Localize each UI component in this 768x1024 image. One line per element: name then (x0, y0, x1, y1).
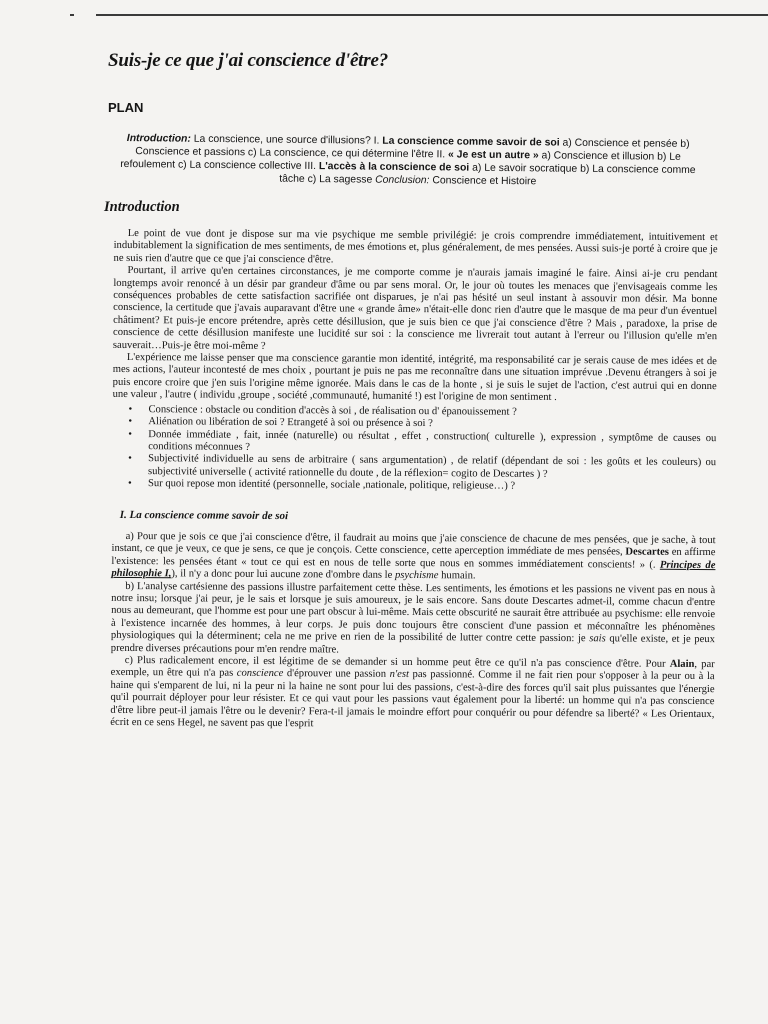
plan-label: PLAN (108, 100, 144, 115)
document-body (110, 228, 717, 734)
section-1-heading: I. La conscience comme savoir de soi (119, 508, 289, 522)
plan-part2-title: « Je est un autre » (447, 149, 539, 162)
plan-part1-text: a) Conscience et pensée b) Conscience et passions c) La conscience, ce qui détermine l'être II. (135, 137, 690, 161)
plan-part2-text: a) Conscience et illusion b) Le refoulement c) La conscience collective III. (120, 150, 681, 173)
list-item: • Aliénation ou libération de soi ? Etrangeté à soi ou présence à soi ? (138, 416, 716, 432)
question-list (138, 404, 717, 495)
intro-paragraph-2: Pourtant, il arrive qu'en certaines circonstances, je me comporte comme je n'aurais jamais imaginé le faire. Ainsi ai-je cru pendant longtemps avoir renoncé à un désir par grandeur d'âme ou par sens moral. Or, le jour où toutes les menaces que j'envisageais comme les conséquences probables de cette satisfaction sacrifiée ont disparues, je n'ai pas hésité un seul instant à assouvir mon désir. Ma bonne conscience, la certitude que j'avais auparavant d'être une « grande âme» n'était-elle donc rien d'autre que le masque de ma peur d'un éventuel châtiment? Et puis-je encore prétendre, après cette désillusion, que je suis bien ce que j'ai conscience d'être ? Mais , paradoxe, la prise de conscience de cette désillusion manifeste une lucidité sur soi : la conscience me livrerait tout autant à l'erreur ou l'illusion qu'elle m'en sauverait…Puis-je être moi-même ? (112, 265, 718, 352)
section1-paragraph-b (111, 580, 716, 659)
plan-conclusion-text: Conscience et Histoire (429, 175, 537, 188)
intro-paragraph-3: L'expérience me laisse penser que ma conscience garantie mon identité, intégrité, ma responsabilité car je serais cause de mes idées et de mes actions, l'auteur incontesté de mes choix , pourtant je puis ne pas me reconnaître dans une situation imprévue .Devenu étrangers à soi je puis encore croire que j'en suis l'origine même ignorée. Mais dans le cas de la honte , si je suis le sujet de l'action, c'est autrui qui en donne une valeur , l'autre ( individu ,groupe , société ,communauté, humanité !) est l'origine de mon sentiment . (112, 352, 717, 404)
section1-c-mid2: d'éprouver une passion (283, 668, 390, 681)
section1-b-text: b) L'analyse cartésienne des passions illustre parfaitement cette thèse. Les sentiments, les émotions et les passions ne vivent pas en nous à notre insu; lorsque j'ai peur, je le sais et lorsque je suis amoureux, je le sais encore. Sans doute Descartes admet-il, comme chacun d'entre nous au demeurant, que l'homme est pour une part obscur à lui-même. Mais cette obscurité ne saurait être attribuée au psychisme: elle renvoie à l'existence incarnée des hommes, à leur corps. Je puis donc toujours être conscient d'une passion et méconnaître les phénomènes physiologiques qui la déterminent; cela ne me prive en rien de la possibilité de lutter contre cette passion: je (110, 580, 716, 645)
section1-c-nest: n'est (389, 669, 410, 681)
section1-c-mid: , par exemple, un être qui n'a pas (110, 658, 715, 680)
section1-c-text: c) Plus radicalement encore, il est légitime de se demander si un homme peut être ce qu'il n'a pas conscience d'être. Pour (124, 654, 670, 670)
section1-a-post: ), il n'y a donc pour lui aucune zone d'ombre dans le (171, 568, 396, 582)
list-item: • Sur quoi repose mon identité (personnelle, sociale ,nationale, politique, religieuse…) ? (138, 478, 716, 494)
scan-edge-mark (70, 14, 74, 16)
plan-outline (108, 132, 709, 190)
section1-a-text: a) Pour que je sois ce que j'ai conscience d'être, il faudrait au moins que j'aie conscience de chacune de mes pensées, que je sache, à tout instant, ce que je veux, ce que je sens, ce que je conçois. Cette conscience, cette aperception immédiate de mes pensées, (111, 530, 716, 558)
list-item: • Conscience : obstacle ou condition d'accès à soi , de réalisation ou d' épanouissement ? (138, 404, 716, 420)
section1-b-sais: sais (589, 633, 606, 645)
section1-a-work-title: Principes de philosophie I, (111, 559, 716, 580)
document-title: Suis-je ce que j'ai conscience d'être? (108, 50, 388, 71)
plan-part3-text: a) Le savoir socratique b) La conscience comme tâche c) La sagesse (279, 162, 696, 186)
section1-a-psychisme: psychisme (394, 570, 439, 582)
section1-a-mid: en affirme l'existence: les pensées étant « tout ce qui est en nous de telle sorte que nous en sommes immédiatement conscients! » (. (111, 547, 716, 571)
plan-part3-title: L'accès à la conscience de soi (318, 161, 470, 174)
list-item: • Subjectivité individuelle au sens de arbitraire ( sans argumentation) , de relatif (dépendant de soi : les goûts et les couleurs) ou subjectivité universelle ( activité rationnelle du doute , de la réflexion= cogito de Descartes ) ? (138, 453, 716, 482)
document-page (104, 50, 720, 731)
intro-paragraph-1: Le point de vue dont je dispose sur ma vie psychique me semble privilégié: je crois comprendre immédiatement, intuitivement et indubitablement la signification de mes sentiments, de mes émotions et, plus généralement, de mes pensées. Aussi suis-je porté à croire que je ne suis rien d'autre que ce que j'ai conscience d'être. (113, 227, 718, 266)
section1-c-end: pas passionné. Comme il ne fait rien pour s'opposer à la peur ou à la haine qui s'emparent de lui, ni la peur ni la haine ne sont pour lui des passions, c'est-à-dire des forces qu'il sait plus puissantes que l'énergie qu'il pourrait déployer pour leur résister. Et ce qui vaut pour les passions vaut également pour la liberté: un homme qui n'a pas conscience d'être libre peut-il jamais l'être ou le devenir? Fera-t-il jamais le moindre effort pour conquérir ou pour défendre sa liberté? « Les Orientaux, écrit en ce sens Hegel, ne savent pas que l'esprit (110, 669, 715, 730)
list-item: • Donnée immédiate , fait, innée (naturelle) ou résultat , effet , construction( culturelle ), expression , symptôme de causes ou conditions méconnues ? (138, 429, 716, 458)
introduction-heading: Introduction (104, 199, 180, 215)
section1-b-end: qu'elle existe, et je peux prendre diverses précautions pour m'en rendre maître. (110, 633, 715, 656)
section1-a-descartes: Descartes (625, 546, 669, 559)
plan-intro-text: La conscience, une source d'illusions? I. (190, 133, 383, 147)
section1-a-end: humain. (438, 570, 476, 582)
page-top-rule (96, 14, 768, 16)
plan-intro-label: Introduction: (126, 133, 191, 145)
section1-c-conscience: conscience (236, 668, 284, 680)
plan-part1-title: La conscience comme savoir de soi (382, 135, 560, 149)
section1-paragraph-c (110, 655, 715, 734)
plan-conclusion-label: Conclusion: (375, 174, 430, 187)
section1-c-alain: Alain (669, 658, 695, 670)
section1-paragraph-a (111, 531, 715, 585)
